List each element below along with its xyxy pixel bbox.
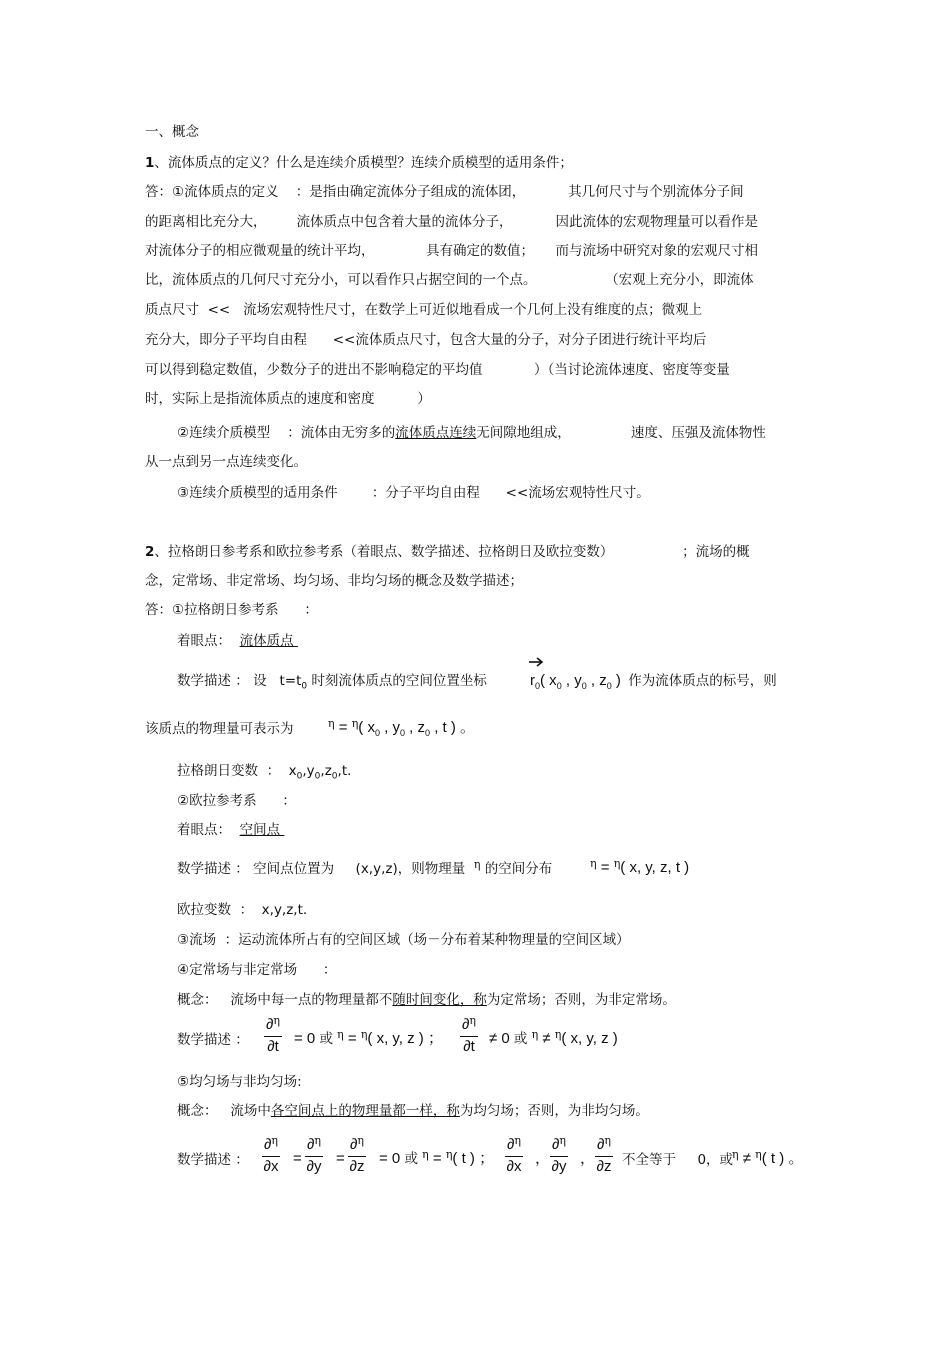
uniform-math-label: 数学描述 ： — [177, 1152, 249, 1168]
equals-1: = — [293, 1150, 302, 1167]
nonuniform-condition: $^\eta$ ≠ $^\eta$( t ) 。 — [732, 1148, 804, 1167]
unsteady-condition: ≠ 0 或 $^\eta$ ≠ $^\eta$( x, y, z ) — [489, 1028, 618, 1047]
lagrange-focus: 着眼点： 流体质点 — [177, 633, 298, 649]
nonuniform-text: 不全等于 0，或 — [622, 1152, 734, 1168]
steady-concept: 概念： 流场中每一点的物理量都不随时间变化，称为定常场；否则，为非定常场。 — [177, 992, 676, 1008]
continuum-model-line-2: 从一点到另一点连续变化。 — [145, 454, 307, 470]
lagrange-quantity-text: 该质点的物理量可表示为 — [145, 721, 294, 737]
uniform-concept: 概念： 流场中各空间点上的物理量都一样，称为均匀场；否则，为非均匀场。 — [177, 1103, 649, 1119]
uniform-heading: ⑤均匀场与非均匀场: — [177, 1074, 302, 1090]
euler-heading: ②欧拉参考系 ： — [177, 793, 296, 809]
comma-2: ， — [580, 1150, 596, 1167]
uniform-partial-z: $\frac{\partial^\eta}{\partial z}$ — [349, 1134, 365, 1175]
lagrange-math-description: 数学描述 ： 设 $t=t_0$ 时刻流体质点的空间位置坐标 — [177, 673, 487, 692]
lagrange-quantity-formula: $^\eta$ = $^\eta$( $x_0$ , $y_0$ , $z_0$ , t ) 。 — [328, 717, 476, 738]
q2-title-1: 2、拉格朗日参考系和欧拉参考系（着眼点、数学描述、拉格朗日及欧拉变数） ；流场的概 — [145, 544, 750, 560]
lagrange-position-vector: $r_0$( $x_0$ , $y_0$ , $z_0$ ) — [530, 672, 621, 691]
equals-2: = — [336, 1150, 345, 1167]
uniform-condition: = 0 或 $^\eta$ = $^\eta$( t ) ； — [379, 1148, 495, 1167]
euler-distribution-formula: $^\eta$ = $^\eta$( x, y, z, t ) — [590, 857, 690, 876]
q1-line-6: 充分大，即分子平均自由程 <<流体质点尺寸，包含大量的分子，对分子团进行统计平均后 — [145, 332, 707, 348]
nonuniform-partial-x: $\frac{\partial^\eta}{\partial x}$ — [506, 1134, 522, 1175]
euler-variables: 欧拉变数 ： x,y,z,t. — [177, 902, 308, 918]
nonuniform-partial-z: $\frac{\partial^\eta}{\partial z}$ — [596, 1134, 612, 1175]
euler-math-description: 数学描述 ： 空间点位置为 (x,y,z)，则物理量 $^\eta$ 的空间分布 — [177, 858, 553, 877]
euler-focus: 着眼点： 空间点 — [177, 822, 285, 838]
lagrange-heading: 答：①拉格朗日参考系 ： — [145, 602, 318, 618]
q1-line-2: 的距离相比充分大， 流体质点中包含着大量的流体分子， 因此流体的宏观物理量可以看作是 — [145, 214, 758, 230]
q1-line-1: 答：①流体质点的定义 ：是指由确定流体分子组成的流体团， 其几何尺寸与个别流体分子间 — [145, 184, 744, 200]
q1-line-3: 对流体分子的相应微观量的统计平均， 具有确定的数值； 而与流场中研究对象的宏观尺寸相 — [145, 243, 758, 259]
steady-heading: ④定常场与非定常场 ： — [177, 962, 337, 978]
comma-1: ， — [535, 1150, 551, 1167]
unsteady-partial-fraction: $\frac{\partial^\eta}{\partial t}$ — [462, 1014, 477, 1055]
q1-line-5: 质点尺寸 << 流场宏观特性尺寸，在数学上可近似地看成一个几何上没有维度的点；微观上 — [145, 302, 703, 318]
q2-title-2: 念，定常场、非定常场、均匀场、非均匀场的概念及数学描述； — [145, 573, 523, 589]
q1-title: 1、流体质点的定义？什么是连续介质模型？连续介质模型的适用条件； — [145, 155, 573, 171]
steady-partial-fraction: $\frac{\partial^\eta}{\partial t}$ — [266, 1014, 281, 1055]
q1-line-7: 可以得到稳定数值，少数分子的进出不影响稳定的平均值 ）（当讨论流体速度、密度等变量 — [145, 362, 730, 378]
section-title: 一、概念 — [145, 124, 199, 140]
nonuniform-partial-y: $\frac{\partial^\eta}{\partial y}$ — [551, 1134, 567, 1175]
lagrange-label-note: 作为流体质点的标号，则 — [624, 673, 777, 689]
flow-field-definition: ③流场 ：运动流体所占有的空间区域（场－分布着某种物理量的空间区域） — [177, 932, 630, 948]
vector-arrow-icon — [528, 655, 544, 672]
q1-line-8: 时，实际上是指流体质点的速度和密度 ） — [145, 391, 431, 407]
q1-line-4: 比，流体质点的几何尺寸充分小，可以看作只占据空间的一个点。 （宏观上充分小，即流体 — [145, 272, 754, 288]
continuum-model-line: ②连续介质模型 ：流体由无穷多的流体质点连续无间隙地组成， 速度、压强及流体物性 — [177, 425, 766, 441]
steady-condition: = 0 或 $^\eta$ = $^\eta$( x, y, z ) ； — [294, 1028, 443, 1047]
continuum-condition: ③连续介质模型的适用条件 ：分子平均自由程 <<流场宏观特性尺寸。 — [177, 485, 650, 501]
lagrange-variables: 拉格朗日变数 ： $x_0,y_0,z_0,t$. — [177, 763, 352, 782]
steady-math-label: 数学描述 ： — [177, 1032, 249, 1048]
uniform-partial-x: $\frac{\partial^\eta}{\partial x}$ — [263, 1134, 279, 1175]
uniform-partial-y: $\frac{\partial^\eta}{\partial y}$ — [306, 1134, 322, 1175]
